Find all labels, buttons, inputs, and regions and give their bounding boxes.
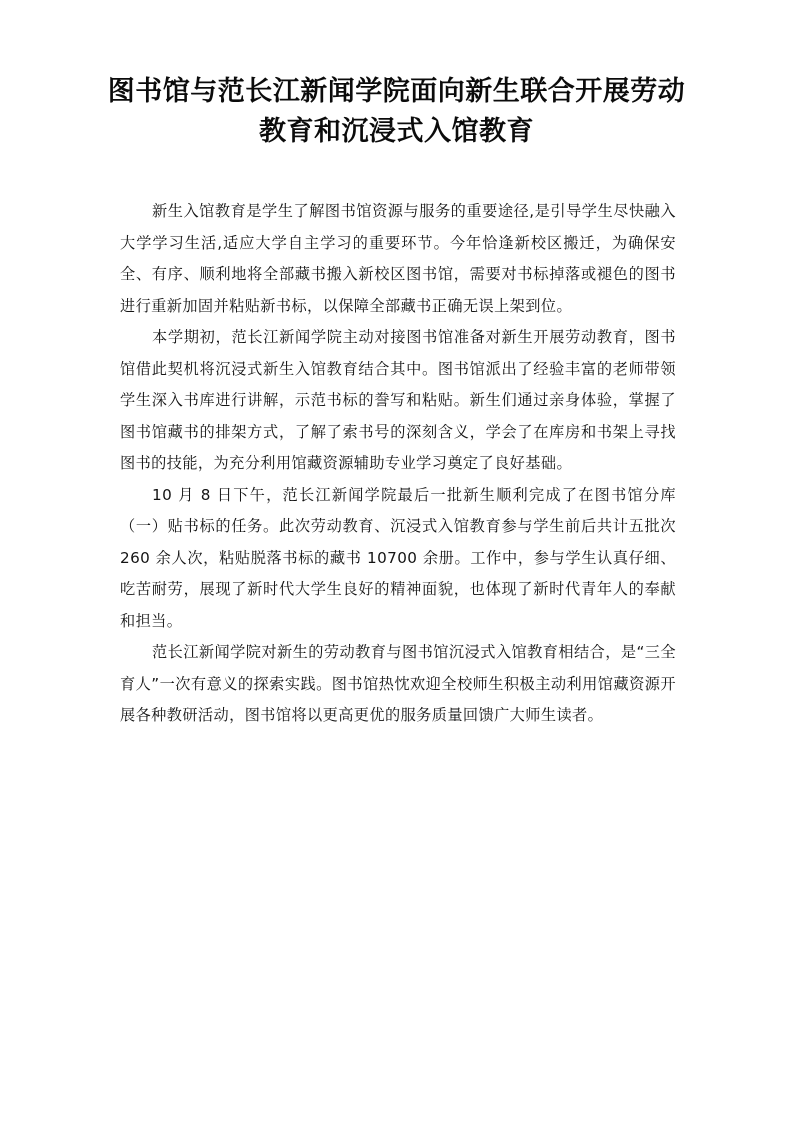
document-title: 图书馆与范长江新闻学院面向新生联合开展劳动教育和沉浸式入馆教育: [107, 76, 686, 147]
paragraph-2: 本学期初，范长江新闻学院主动对接图书馆准备对新生开展劳动教育，图书馆借此契机将沉浸式新生入馆教育结合其中。图书馆派出了经验丰富的老师带领学生深入书库进行讲解，示范书标的誊写和粘贴。新生们通过亲身体验，掌握了图书馆藏书的排架方式，了解了索书号的深刻含义，学会了在库房和书架上寻找图书的技能，为充分利用馆藏资源辅助专业学习奠定了良好基础。: [120, 328, 676, 472]
document-body: [120, 196, 676, 732]
paragraph-4: 范长江新闻学院对新生的劳动教育与图书馆沉浸式入馆教育相结合，是“三全育人”一次有意义的探索实践。图书馆热忱欢迎全校师生积极主动利用馆藏资源开展各种教研活动，图书馆将以更高更优的服务质量回馈广大师生读者。: [120, 643, 676, 724]
paragraph-3: 10 月 8 日下午，范长江新闻学院最后一批新生顺利完成了在图书馆分库（一）贴书标的任务。此次劳动教育、沉浸式入馆教育参与学生前后共计五批次 260 余人次，粘贴脱落书标的藏书 10700 余册。工作中，参与学生认真仔细、吃苦耐劳，展现了新时代大学生良好的精神面貌，也体现了新时代青年人的奉献和担当。: [120, 485, 676, 630]
paragraph-1: 新生入馆教育是学生了解图书馆资源与服务的重要途径,是引导学生尽快融入大学学习生活,适应大学自主学习的重要环节。今年恰逢新校区搬迁，为确保安全、有序、顺利地将全部藏书搬入新校区图书馆，需要对书标掉落或褪色的图书进行重新加固并粘贴新书标，以保障全部藏书正确无误上架到位。: [120, 202, 676, 315]
